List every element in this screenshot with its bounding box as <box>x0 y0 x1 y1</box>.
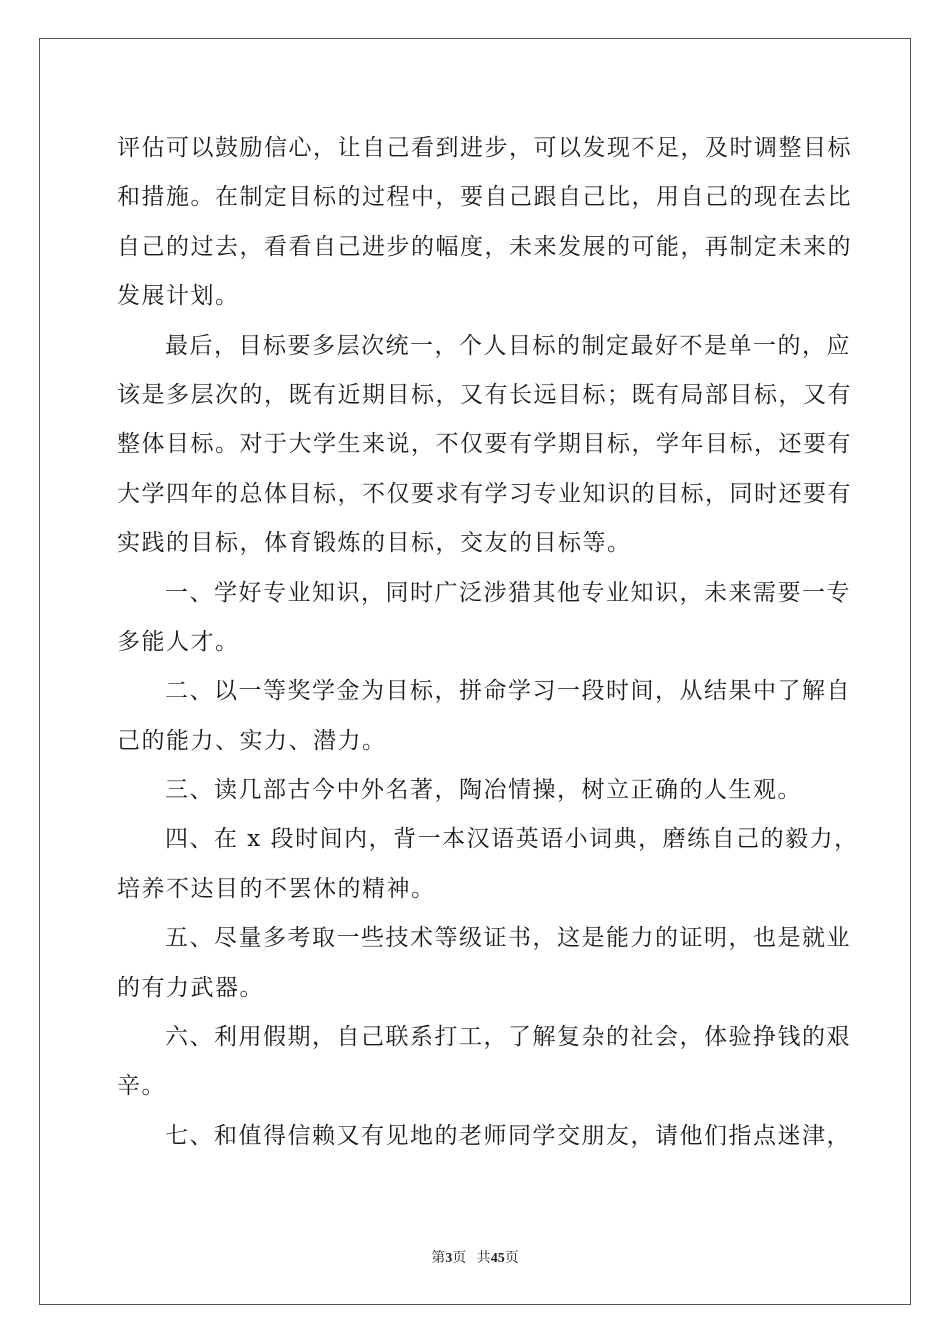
text-line: 自己的过去，看看自己进步的幅度，未来发展的可能，再制定未来的 <box>117 233 852 260</box>
page-number: 3 <box>445 1251 453 1266</box>
total-label-suffix: 页 <box>504 1251 519 1266</box>
text-line: 一、学好专业知识，同时广泛涉猎其他专业知识，未来需要一专 <box>165 579 851 606</box>
text-line: 己的能力、实力、潜力。 <box>117 727 387 754</box>
text-line: 最后，目标要多层次统一，个人目标的制定最好不是单一的，应 <box>165 332 851 359</box>
page-label-suffix: 页 <box>452 1251 467 1266</box>
text-line: 多能人才。 <box>117 628 240 655</box>
page-label-prefix: 第 <box>431 1251 446 1266</box>
text-line: 该是多层次的，既有近期目标，又有长远目标；既有局部目标，又有 <box>117 381 852 408</box>
text-line: 整体目标。对于大学生来说，不仅要有学期目标，学年目标，还要有 <box>117 431 852 458</box>
total-pages: 45 <box>490 1251 505 1266</box>
text-line: 发展计划。 <box>117 283 240 310</box>
text-line: 四、在 x 段时间内，背一本汉语英语小词典，磨练自己的毅力， <box>165 826 859 853</box>
text-line: 二、以一等奖学金为目标，拼命学习一段时间，从结果中了解自 <box>165 678 851 705</box>
text-line: 评估可以鼓励信心，让自己看到进步，可以发现不足，及时调整目标 <box>117 135 852 161</box>
document-body <box>117 128 859 1165</box>
text-line: 培养不达目的不罢休的精神。 <box>117 875 436 902</box>
text-line: 实践的目标，体育锻炼的目标，交友的目标等。 <box>117 530 632 557</box>
text-line: 和措施。在制定目标的过程中，要自己跟自己比，用自己的现在去比 <box>117 184 852 211</box>
text-line: 大学四年的总体目标，不仅要求有学习专业知识的目标，同时还要有 <box>117 480 852 507</box>
text-line: 辛。 <box>117 1073 166 1100</box>
page-footer <box>0 1247 950 1267</box>
text-line: 六、利用假期，自己联系打工，了解复杂的社会，体验挣钱的艰 <box>165 1024 851 1051</box>
text-line: 三、读几部古今中外名著，陶冶情操，树立正确的人生观。 <box>165 777 802 804</box>
total-label-prefix: 共 <box>476 1251 491 1266</box>
text-line: 七、和值得信赖又有见地的老师同学交朋友，请他们指点迷津， <box>165 1122 851 1149</box>
text-line: 五、尽量多考取一些技术等级证书，这是能力的证明，也是就业 <box>165 925 851 952</box>
text-line: 的有力武器。 <box>117 974 264 1001</box>
